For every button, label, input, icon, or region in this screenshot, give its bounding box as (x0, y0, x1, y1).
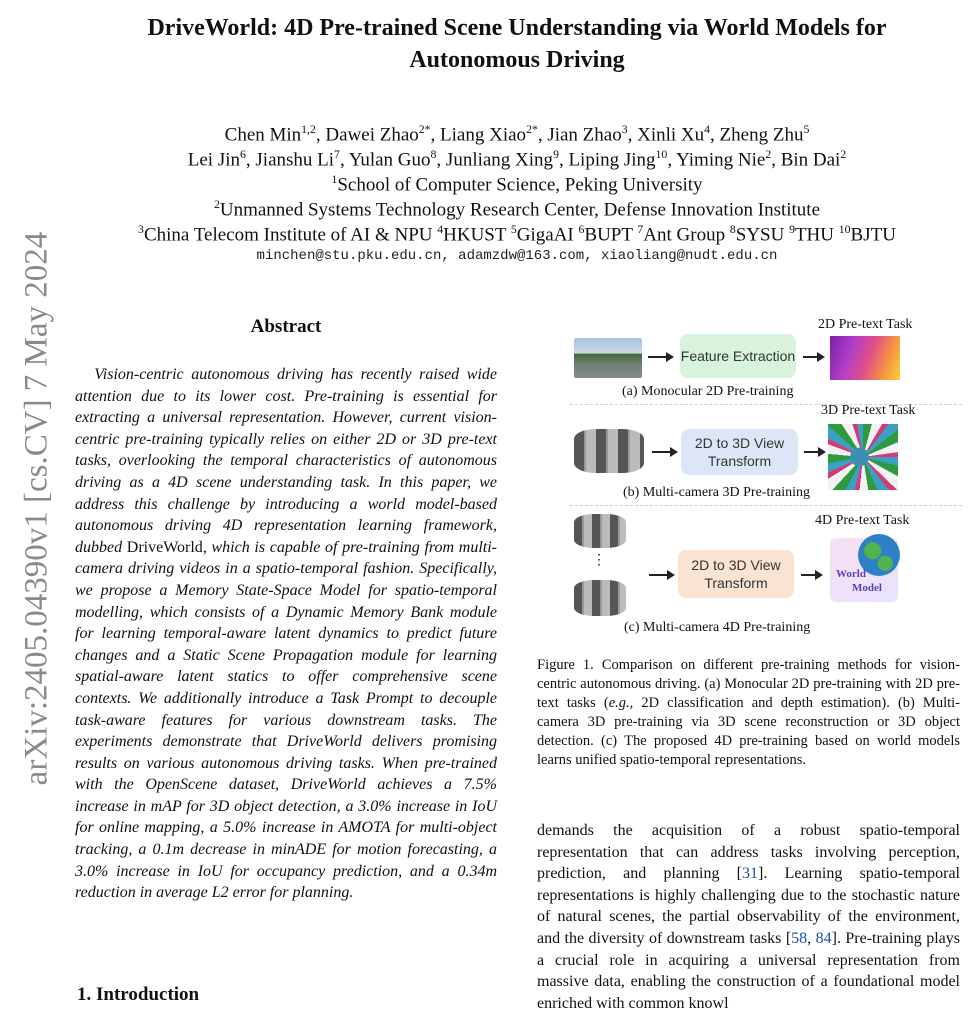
arxiv-identifier: arXiv:2405.04390v1 [cs.CV] 7 May 2024 (18, 231, 55, 786)
citation-link[interactable]: 84 (815, 929, 832, 947)
author-name: , Junliang Xing (436, 149, 554, 171)
affil-number: 1 (331, 173, 338, 186)
figure-1 (568, 316, 968, 646)
arrow-icon (801, 574, 819, 576)
abstract-text (75, 364, 497, 904)
affil-number: 2 (213, 198, 220, 211)
title-line-1: DriveWorld: 4D Pre-trained Scene Understanding via World Models for (147, 15, 887, 41)
body-text: ]. Learning spatio-temporal representations is highly challenging due to the stochastic nature of natural scenes, the partial observability of the environment, and the diversity of downstream tasks [ (537, 865, 960, 947)
author-name: , Liang Xiao (430, 124, 527, 146)
abstract-part-1: Vision-centric autonomous driving has recently raised wide attention due to its lower cost. Pre-training is essential for extracting a universal representation. However, current vision-centric pre-training typically relies on either 2D or 3D pre-text tasks, overlooking the temporal characteristics of autonomous driving as a 4D scene understanding task. In this paper, we address this challenge by introducing a world model-based autonomous driving 4D representation learning framework, dubbed (75, 366, 497, 556)
author-affil: 5 (803, 123, 810, 136)
author-affil: 2 (840, 148, 847, 161)
affil-number: 4 (437, 223, 444, 236)
citation-link[interactable]: 31 (742, 865, 759, 883)
caption-part-2: , 2D classification and depth estimation). (b) Multi-camera 3D pre-training via 3D scene reconstruction or 3D object detection. (c) The proposed 4D pre-training based on world models learns unified spatio-temporal representations. (537, 695, 960, 768)
author-affil: 8 (430, 148, 437, 161)
multi-camera-frame-2 (574, 580, 626, 616)
multi-camera-frame-1 (574, 514, 626, 548)
author-affil: 2* (526, 123, 538, 136)
arrow-icon (804, 451, 822, 453)
panel-label-b: (b) Multi-camera 3D Pre-training (623, 485, 810, 500)
author-affil: 3 (621, 123, 628, 136)
author-affil: 6 (240, 148, 246, 161)
affil-name: China Telecom Institute of AI & NPU (143, 224, 438, 246)
affil-name: BJTU (850, 224, 896, 246)
panel-label-c: (c) Multi-camera 4D Pre-training (624, 620, 811, 635)
arrow-icon (803, 356, 821, 358)
world-model-label-2: Model (852, 582, 882, 594)
body-text: ]. Pre-training plays a crucial role in acquiring a universal representation from massive data, enabling the construction of a foundational model enriched with common knowl (537, 929, 961, 1012)
author-name: , Yiming Nie (667, 149, 766, 171)
author-name: , Yulan Guo (339, 149, 431, 171)
affil-name: Unmanned Systems Technology Research Center, Defense Innovation Institute (219, 199, 821, 221)
view-transform-box-b: 2D to 3D View Transform (681, 429, 798, 475)
figure-caption (537, 656, 960, 770)
panel-label-a: (a) Monocular 2D Pre-training (622, 384, 794, 399)
citation-link[interactable]: 58 (791, 929, 808, 947)
affil-number: 8 (729, 223, 736, 236)
arrow-icon (649, 574, 671, 576)
author-affil: 7 (334, 148, 340, 161)
author-affil: 10 (655, 148, 668, 161)
author-name: , Liping Jing (558, 149, 656, 171)
affiliation-line-3 (60, 217, 974, 247)
affil-name: SYSU (735, 224, 790, 246)
affil-name: HKUST (443, 224, 511, 246)
task-label-3d: 3D Pre-text Task (821, 403, 916, 418)
task-label-4d: 4D Pre-text Task (815, 513, 910, 528)
affil-number: 10 (838, 223, 851, 236)
author-name: , Xinli Xu (627, 124, 705, 146)
multi-camera-image (574, 429, 644, 473)
abstract-part-2: , which is capable of pre-training from multi-camera driving videos in a spatio-temporal fashion. Specifically, we propose a Memory State-Space Model for spatio-temporal modelling, which consists of a Dynamic Memory Bank module for learning temporal-aware latent dynamics to predict future changes and a Static Scene Propagation module for learning spatial-aware latent statics to offer comprehensive scene contexts. We additionally introduce a Task Prompt to decouple task-aware features for various downstream tasks. The experiments demonstrate that DriveWorld delivers promising results on various autonomous driving tasks. When pre-trained with the OpenScene dataset, DriveWorld achieves a 7.5% increase in mAP for 3D object detection, a 3.0% increase in IoU for online mapping, a 5.0% increase in AMOTA for multi-object tracking, a 0.1m decrease in minADE for motion forecasting, a 3.0% increase in IoU for occupancy prediction, and a 0.34m reduction in average L2 error for planning. (75, 538, 497, 902)
view-transform-box-c: 2D to 3D View Transform (678, 550, 794, 598)
author-affil: 2 (765, 148, 772, 161)
author-name: , Zheng Zhu (710, 124, 804, 146)
occupancy-scene-image (828, 424, 898, 490)
arrow-icon (648, 356, 670, 358)
author-name: Chen Min (224, 124, 302, 146)
affil-number: 7 (637, 223, 644, 236)
arrow-icon (652, 451, 674, 453)
affil-number: 3 (138, 223, 144, 236)
affil-name: Ant Group (643, 224, 730, 246)
world-model-label-1: World (836, 568, 866, 580)
abstract-heading: Abstract (250, 316, 322, 337)
affil-name: GigaAI (516, 224, 579, 246)
caption-part-1: Figure 1. Comparison on different pre-training methods for vision-centric autonomous driving. (a) Monocular 2D pre-training with 2D pre-text tasks ( (537, 657, 960, 711)
author-name: , Jianshu Li (245, 149, 335, 171)
depth-map-image (830, 336, 900, 380)
world-model-card (830, 538, 898, 602)
street-photo (574, 338, 642, 378)
affil-name: BUPT (584, 224, 638, 246)
affil-number: 5 (510, 223, 517, 236)
author-name: Lei Jin (187, 149, 241, 171)
author-emails: minchen@stu.pku.edu.cn, adamzdw@163.com, xiaoliang@nudt.edu.cn (256, 248, 778, 264)
affil-number: 9 (789, 223, 795, 236)
body-text: demands the acquisition of a robust spatio-temporal representation that can address tasks involving perception, prediction, and planning [ (537, 822, 960, 883)
author-affil: 1,2 (301, 123, 316, 136)
panel-divider (570, 505, 962, 506)
feature-extraction-box: Feature Extraction (680, 334, 796, 378)
method-name: DriveWorld (126, 538, 203, 556)
caption-eg: e.g. (608, 695, 630, 711)
author-name: , Jian Zhao (537, 124, 622, 146)
author-name: , Bin Dai (771, 149, 841, 171)
author-name: , Dawei Zhao (315, 124, 419, 146)
introduction-heading: 1. Introduction (77, 984, 200, 1005)
task-label-2d: 2D Pre-text Task (818, 317, 913, 332)
affil-name: School of Computer Science, Peking University (337, 174, 703, 196)
body-text-right (537, 820, 960, 1014)
author-affil: 9 (553, 148, 559, 161)
affil-name: THU (794, 224, 839, 246)
paper-title (60, 12, 974, 76)
affil-number: 6 (578, 223, 585, 236)
author-affil: 4 (704, 123, 711, 136)
title-line-2: Autonomous Driving (409, 47, 625, 73)
frames-ellipsis: ⋮ (592, 553, 606, 568)
author-affil: 2* (418, 123, 431, 136)
body-text: , (807, 929, 816, 947)
